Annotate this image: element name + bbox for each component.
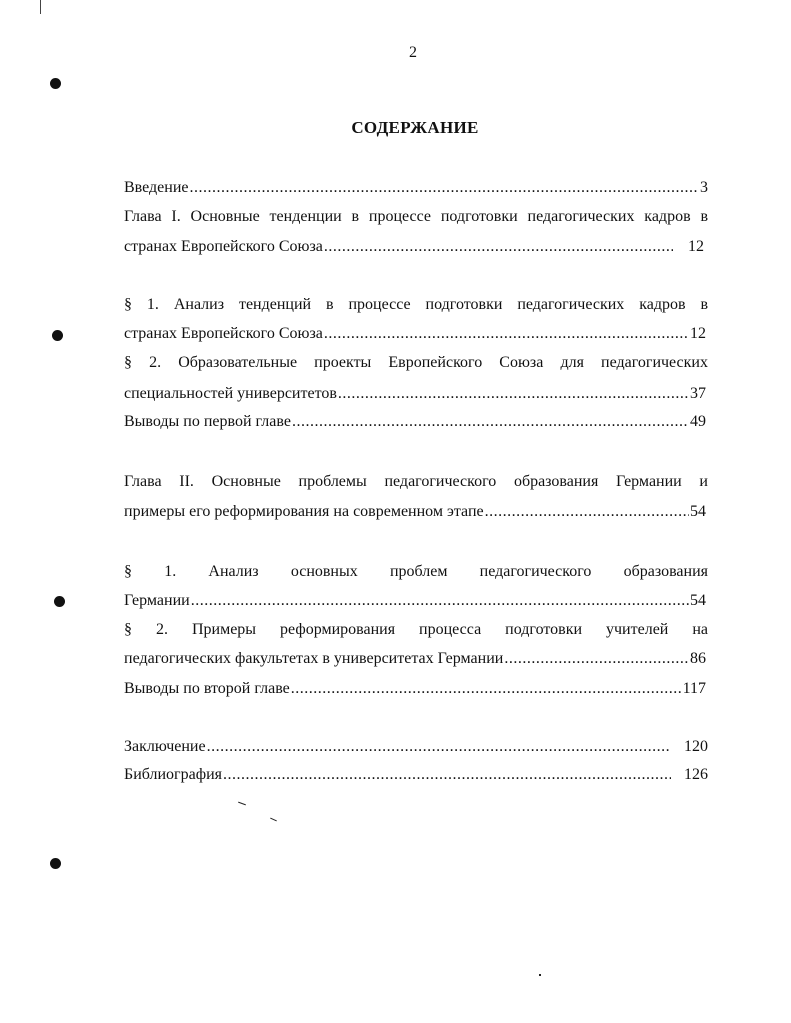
toc-page-number: 86	[690, 650, 706, 667]
toc-entry-text: Заключение	[124, 738, 206, 755]
toc-entry-conclusions-1[interactable]	[124, 410, 706, 434]
toc-entry-section2-2-line1[interactable]	[124, 618, 708, 642]
toc-page-number: 117	[682, 680, 706, 697]
toc-entry-chapter2-line2[interactable]	[124, 500, 706, 524]
toc-entry-section1-2-line2[interactable]	[124, 382, 706, 406]
toc-entry-text: примеры его реформирования на современном этапе	[124, 503, 484, 520]
toc-entry-section2-1-line1[interactable]	[124, 560, 708, 584]
toc-page-number: 12	[690, 325, 706, 342]
toc-entry-text: Глава I. Основные тенденции в процессе подготовки педагогических кадров в	[124, 208, 708, 225]
toc-entry-text: § 2. Образовательные проекты Европейского Союза для педагогических	[124, 354, 708, 371]
dot-leader	[504, 647, 689, 671]
toc-entry-text: Глава II. Основные проблемы педагогического образования Германии и	[124, 473, 708, 490]
toc-page-number: 37	[690, 385, 706, 402]
dot-leader	[485, 500, 689, 524]
toc-entry-text: странах Европейского Союза	[124, 325, 323, 342]
toc-entry-bibliography[interactable]	[124, 763, 708, 787]
toc-entry-text: § 1. Анализ основных проблем педагогического образования	[124, 563, 708, 580]
dot-leader	[207, 735, 671, 759]
toc-entry-section2-2-line2[interactable]	[124, 647, 706, 671]
punch-hole	[52, 330, 63, 341]
toc-page-number: 12	[688, 238, 704, 255]
dot-leader	[190, 176, 700, 200]
dot-leader	[338, 382, 689, 406]
punch-hole	[54, 596, 65, 607]
toc-page-number: 3	[700, 179, 708, 196]
toc-page-number: 54	[690, 592, 706, 609]
toc-page-number: 49	[690, 413, 706, 430]
toc-entry-text: Выводы по первой главе	[124, 413, 291, 430]
toc-entry-section2-1-line2[interactable]	[124, 589, 706, 613]
punch-hole	[50, 78, 61, 89]
toc-entry-text: § 1. Анализ тенденций в процессе подготовки педагогических кадров в	[124, 296, 708, 313]
dot-leader	[191, 589, 689, 613]
toc-entry-section1-2-line1[interactable]	[124, 351, 708, 375]
scan-speck	[238, 802, 246, 806]
punch-hole	[50, 858, 61, 869]
toc-entry-chapter1-line2[interactable]	[124, 235, 704, 259]
toc-entry-text: странах Европейского Союза	[124, 238, 323, 255]
toc-page-number: 126	[684, 766, 708, 783]
toc-page-number: 120	[684, 738, 708, 755]
toc-entry-section1-1-line2[interactable]	[124, 322, 706, 346]
toc-entry-chapter2-line1[interactable]	[124, 470, 708, 494]
dot-leader	[324, 322, 689, 346]
toc-entry-section1-1-line1[interactable]	[124, 293, 708, 317]
dot-leader	[324, 235, 673, 259]
page-title: СОДЕРЖАНИЕ	[351, 118, 479, 137]
dot-leader	[223, 763, 671, 787]
toc-entry-text: § 2. Примеры реформирования процесса подготовки учителей на	[124, 621, 708, 638]
toc-entry-text: специальностей университетов	[124, 385, 337, 402]
toc-entry-text: Выводы по второй главе	[124, 680, 290, 697]
toc-entry-text: Введение	[124, 179, 189, 196]
toc-entry-intro[interactable]	[124, 176, 708, 200]
toc-entry-conclusion[interactable]	[124, 735, 708, 759]
scan-speck	[270, 818, 277, 822]
toc-entry-chapter1-line1[interactable]	[124, 205, 708, 229]
toc-entry-text: педагогических факультетах в университетах Германии	[124, 650, 504, 667]
dot-leader	[292, 410, 689, 434]
toc-page-number: 54	[690, 503, 706, 520]
page-number: 2	[409, 44, 417, 61]
toc-entry-text: Германии	[124, 592, 190, 609]
scan-speck	[539, 974, 541, 976]
dot-leader	[291, 677, 682, 701]
toc-entry-text: Библиография	[124, 766, 222, 783]
toc-entry-conclusions-2[interactable]	[124, 677, 706, 701]
scan-corner-mark	[40, 0, 44, 14]
